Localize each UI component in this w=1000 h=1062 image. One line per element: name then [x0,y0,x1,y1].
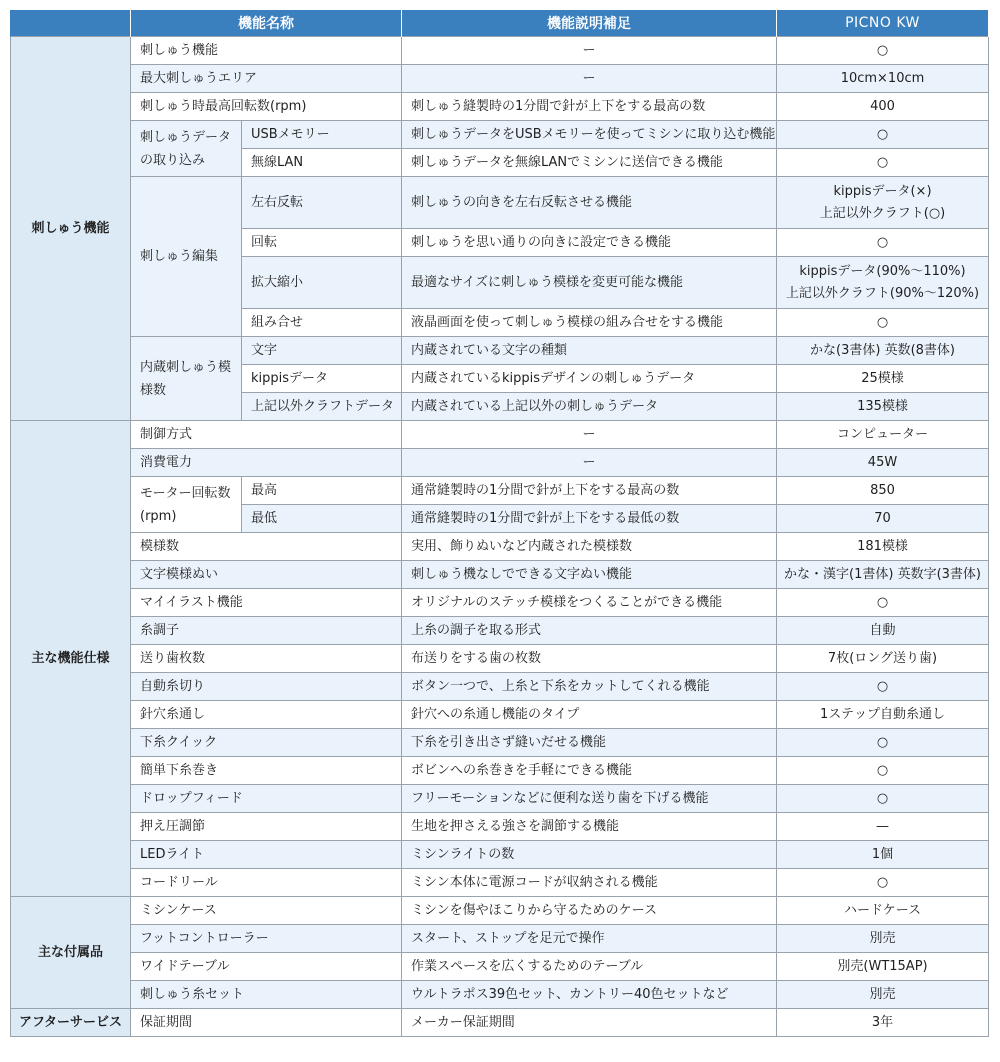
feature-desc: スタート、ストップを足元で操作 [402,925,777,953]
feature-value: ○ [777,673,989,701]
feature-desc: 内蔵されているkippisデザインの刺しゅうデータ [402,365,777,393]
feature-desc: 刺しゅうデータを無線LANでミシンに送信できる機能 [402,149,777,177]
feature-value: かな(3書体) 英数(8書体) [777,337,989,365]
feature-desc: ウルトラポス39色セット、カントリー40色セットなど [402,981,777,1009]
feature-value: 別売(WT15AP) [777,953,989,981]
feature-name: 刺しゅう機能 [131,37,402,65]
table-row [11,65,989,93]
feature-desc: 刺しゅう機なしでできる文字ぬい機能 [402,561,777,589]
feature-value: ○ [777,869,989,897]
feature-value: かな・漢字(1書体) 英数字(3書体) [777,561,989,589]
feature-value: 45W [777,449,989,477]
feature-value: ○ [777,589,989,617]
spec-table [10,10,989,1037]
feature-desc: ー [402,65,777,93]
feature-desc: ー [402,37,777,65]
table-row [11,813,989,841]
category-cell: 主な機能仕様 [11,421,131,897]
feature-value: 400 [777,93,989,121]
table-row [11,449,989,477]
table-row [11,121,989,149]
feature-name: 文字 [242,337,402,365]
feature-value: 10cm×10cm [777,65,989,93]
feature-desc: ミシンを傷やほこりから守るためのケース [402,897,777,925]
feature-desc: 刺しゅうを思い通りの向きに設定できる機能 [402,229,777,257]
feature-value: 別売 [777,981,989,1009]
feature-value: ○ [777,121,989,149]
feature-name: 拡大縮小 [242,257,402,309]
feature-name: 消費電力 [131,449,402,477]
feature-desc: フリーモーションなどに便利な送り歯を下げる機能 [402,785,777,813]
feature-name: ワイドテーブル [131,953,402,981]
feature-value: 25模様 [777,365,989,393]
feature-desc: メーカー保証期間 [402,1009,777,1037]
header-model: PICNO KW [777,10,989,37]
feature-name: 針穴糸通し [131,701,402,729]
table-row [11,421,989,449]
feature-name: USBメモリー [242,121,402,149]
feature-name: 送り歯枚数 [131,645,402,673]
table-row [11,841,989,869]
feature-name: ミシンケース [131,897,402,925]
feature-name: LEDライト [131,841,402,869]
feature-value: 135模様 [777,393,989,421]
feature-desc: ー [402,449,777,477]
category-cell: 刺しゅう機能 [11,37,131,421]
feature-value [777,257,989,309]
feature-name: 模様数 [131,533,402,561]
feature-value: ○ [777,729,989,757]
group-cell: 内蔵刺しゅう模様数 [131,337,242,421]
feature-value: ○ [777,37,989,65]
feature-name: 押え圧調節 [131,813,402,841]
feature-desc: 実用、飾りぬいなど内蔵された模様数 [402,533,777,561]
feature-name: 最低 [242,505,402,533]
feature-value: 自動 [777,617,989,645]
group-cell: モーター回転数(rpm) [131,477,242,533]
feature-value: 1ステップ自動糸通し [777,701,989,729]
feature-desc: 生地を押さえる強さを調節する機能 [402,813,777,841]
feature-value: 70 [777,505,989,533]
header-row [11,10,989,37]
feature-desc: ミシンライトの数 [402,841,777,869]
feature-value: ○ [777,785,989,813]
feature-desc: 刺しゅうの向きを左右反転させる機能 [402,177,777,229]
table-row [11,533,989,561]
table-row [11,477,989,505]
feature-name: 下糸クイック [131,729,402,757]
feature-name: 文字模様ぬい [131,561,402,589]
table-row [11,617,989,645]
feature-value: 3年 [777,1009,989,1037]
feature-desc: 通常縫製時の1分間で針が上下をする最低の数 [402,505,777,533]
feature-desc: 刺しゅう縫製時の1分間で針が上下をする最高の数 [402,93,777,121]
feature-name: 制御方式 [131,421,402,449]
feature-name: コードリール [131,869,402,897]
table-row [11,785,989,813]
value-line: kippisデータ(90%〜110%) [799,263,966,279]
feature-name: 簡単下糸巻き [131,757,402,785]
feature-desc: 上糸の調子を取る形式 [402,617,777,645]
table-row [11,1009,989,1037]
feature-desc: オリジナルのステッチ模様をつくることができる機能 [402,589,777,617]
feature-name: 最高 [242,477,402,505]
feature-value: ○ [777,149,989,177]
header-feature-desc: 機能説明補足 [402,10,777,37]
header-corner [11,10,131,37]
feature-value: 7枚(ロング送り歯) [777,645,989,673]
table-row [11,925,989,953]
value-line: kippisデータ(×) [833,183,932,199]
table-row [11,337,989,365]
feature-value: ○ [777,309,989,337]
feature-name: 糸調子 [131,617,402,645]
feature-value: — [777,813,989,841]
table-row [11,757,989,785]
feature-desc: 下糸を引き出さず縫いだせる機能 [402,729,777,757]
feature-value: 1個 [777,841,989,869]
table-row [11,645,989,673]
feature-desc: ー [402,421,777,449]
group-cell: 刺しゅう編集 [131,177,242,337]
table-row [11,701,989,729]
feature-value: コンピューター [777,421,989,449]
feature-name: ドロップフィード [131,785,402,813]
value-line: 上記以外クラフト(90%〜120%) [785,285,980,301]
table-row [11,869,989,897]
feature-desc: ミシン本体に電源コードが収納される機能 [402,869,777,897]
table-row [11,981,989,1009]
feature-value: 850 [777,477,989,505]
feature-name: 回転 [242,229,402,257]
table-row [11,589,989,617]
value-line: 上記以外クラフト(○) [819,205,946,221]
feature-name: 上記以外クラフトデータ [242,393,402,421]
feature-name: 左右反転 [242,177,402,229]
table-row [11,177,989,229]
feature-desc: ボビンへの糸巻きを手軽にできる機能 [402,757,777,785]
feature-desc: 内蔵されている上記以外の刺しゅうデータ [402,393,777,421]
feature-value: ハードケース [777,897,989,925]
table-row [11,561,989,589]
feature-name: 最大刺しゅうエリア [131,65,402,93]
feature-desc: 内蔵されている文字の種類 [402,337,777,365]
table-row [11,729,989,757]
feature-desc: 布送りをする歯の枚数 [402,645,777,673]
feature-value: ○ [777,757,989,785]
category-cell: 主な付属品 [11,897,131,1009]
feature-desc: 通常縫製時の1分間で針が上下をする最高の数 [402,477,777,505]
feature-desc: 刺しゅうデータをUSBメモリーを使ってミシンに取り込む機能 [402,121,777,149]
feature-value: 181模様 [777,533,989,561]
table-row [11,37,989,65]
feature-name: 組み合せ [242,309,402,337]
category-cell: アフターサービス [11,1009,131,1037]
feature-desc: 液晶画面を使って刺しゅう模様の組み合せをする機能 [402,309,777,337]
table-row [11,673,989,701]
feature-name: 無線LAN [242,149,402,177]
feature-desc: 作業スペースを広くするためのテーブル [402,953,777,981]
feature-desc: ボタン一つで、上糸と下糸をカットしてくれる機能 [402,673,777,701]
feature-name: 刺しゅう糸セット [131,981,402,1009]
feature-name: マイイラスト機能 [131,589,402,617]
feature-name: フットコントローラー [131,925,402,953]
table-row [11,953,989,981]
feature-value: 別売 [777,925,989,953]
feature-name: 刺しゅう時最高回転数(rpm) [131,93,402,121]
feature-value [777,177,989,229]
feature-value: ○ [777,229,989,257]
header-feature-name: 機能名称 [131,10,402,37]
feature-name: kippisデータ [242,365,402,393]
feature-desc: 針穴への糸通し機能のタイプ [402,701,777,729]
table-row [11,897,989,925]
table-row [11,93,989,121]
group-cell: 刺しゅうデータの取り込み [131,121,242,177]
feature-name: 保証期間 [131,1009,402,1037]
feature-name: 自動糸切り [131,673,402,701]
feature-desc: 最適なサイズに刺しゅう模様を変更可能な機能 [402,257,777,309]
